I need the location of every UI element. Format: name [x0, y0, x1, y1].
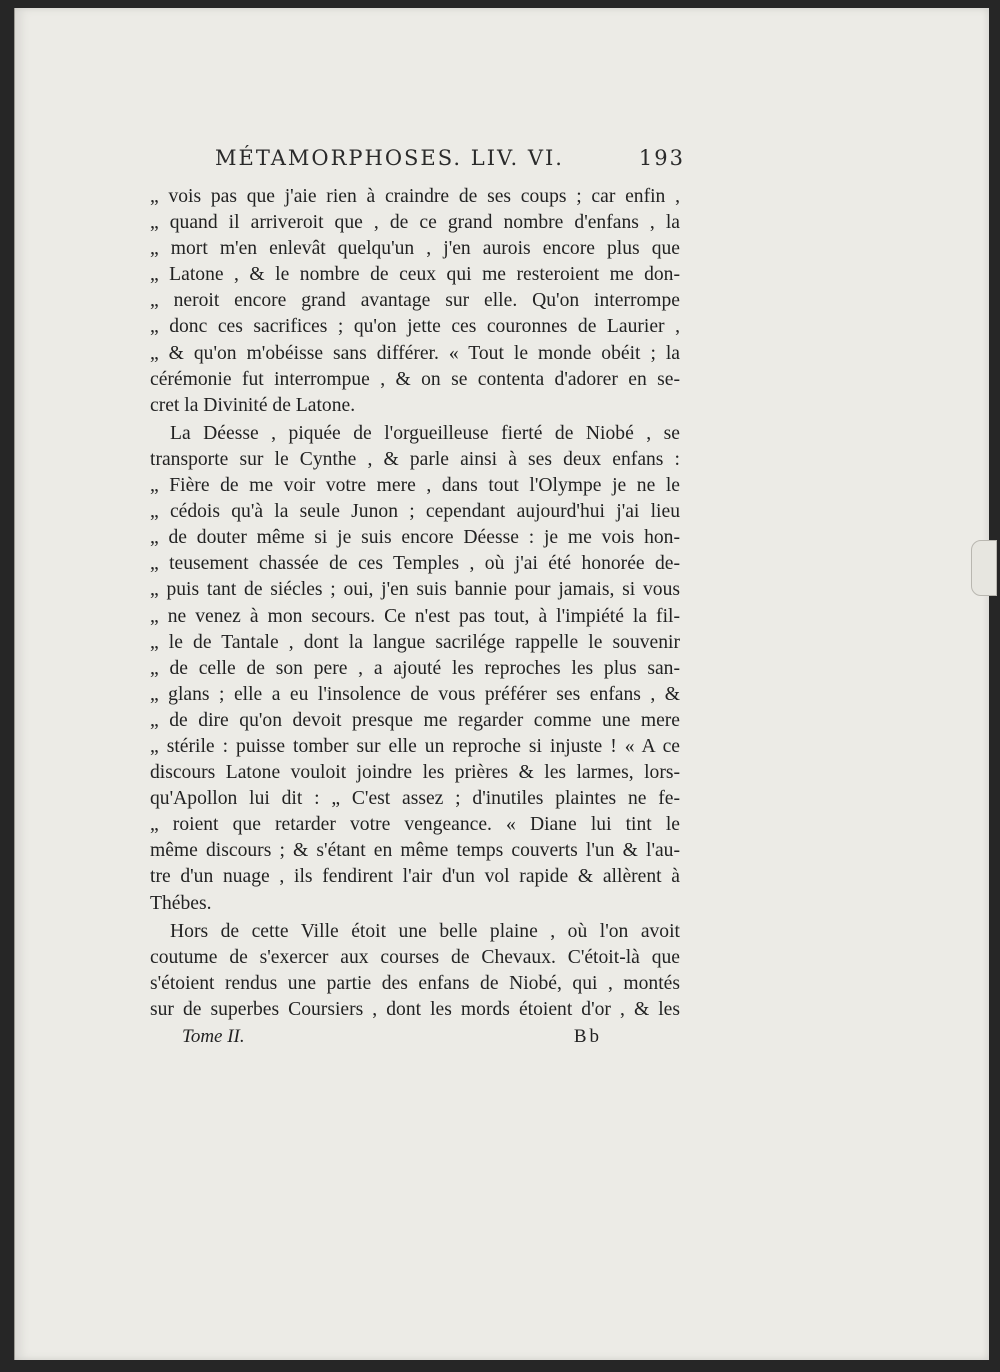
text-line: discours Latone vouloit joindre les prières & les larmes, lors-: [150, 762, 680, 784]
volume-label: Tome II.: [182, 1026, 245, 1047]
text-line: transporte sur le Cynthe , & parle ainsi à ses deux enfans :: [150, 448, 680, 470]
text-line: „ le de Tantale , dont la langue sacrilége rappelle le souvenir: [150, 631, 680, 653]
text-line: „ ne venez à mon secours. Ce n'est pas tout, à l'impiété la fil-: [150, 605, 680, 627]
paragraph-2: [150, 421, 680, 917]
text-line: „ donc ces sacrifices ; qu'on jette ces couronnes de Laurier ,: [150, 316, 680, 338]
text-line: tre d'un nuage , ils fendirent l'air d'un vol rapide & allèrent à: [150, 866, 680, 888]
text-line: sur de superbes Coursiers , dont les mords étoient d'or , & les: [150, 998, 680, 1020]
page-footer: [182, 1026, 602, 1048]
text-line: coutume de s'exercer aux courses de Chevaux. C'étoit-là que: [150, 946, 680, 968]
text-line: cret la Divinité de Latone.: [150, 394, 356, 416]
text-line: cérémonie fut interrompue , & on se contenta d'adorer en se-: [150, 368, 680, 390]
text-line: s'étoient rendus une partie des enfans de Niobé, qui , montés: [150, 972, 680, 994]
text-line: „ de douter même si je suis encore Déesse : je me vois hon-: [150, 527, 680, 549]
running-head: [215, 146, 685, 170]
page-number: 193: [638, 146, 685, 170]
text-line: „ de celle de son pere , a ajouté les reproches les plus san-: [150, 657, 680, 679]
text-line: La Déesse , piquée de l'orgueilleuse fierté de Niobé , se: [170, 422, 680, 444]
text-line: „ teusement chassée de ces Temples , où j'ai été honorée de-: [150, 553, 680, 575]
text-line: „ stérile : puisse tomber sur elle un reproche si injuste ! « A ce: [150, 735, 680, 757]
paragraph-3: [150, 919, 680, 1023]
text-line: „ Latone , & le nombre de ceux qui me resteroient me don-: [150, 264, 680, 286]
page-edge-tab: [971, 540, 997, 596]
body-text: [150, 184, 680, 1023]
text-line: „ de dire qu'on devoit presque me regarder comme une mere: [150, 709, 680, 731]
text-line: „ vois pas que j'aie rien à craindre de ses coups ; car enfin ,: [150, 186, 680, 207]
text-line: „ & qu'on m'obéisse sans différer. « Tout le monde obéit ; la: [150, 342, 680, 364]
paragraph-1: [150, 184, 680, 419]
text-line: „ mort m'en enlevât quelqu'un , j'en aurois encore plus que: [150, 238, 680, 260]
text-line: „ glans ; elle a eu l'insolence de vous préférer ses enfans , &: [150, 683, 680, 705]
running-title: MÉTAMORPHOSES. LIV. VI.: [215, 146, 564, 170]
text-line: „ quand il arriveroit que , de ce grand nombre d'enfans , la: [150, 212, 680, 234]
text-line: même discours ; & s'étant en même temps couverts l'un & l'au-: [150, 840, 680, 862]
text-line: Hors de cette Ville étoit une belle plaine , où l'on avoit: [170, 920, 680, 942]
text-line: „ roient que retarder votre vengeance. « Diane lui tint le: [150, 814, 680, 836]
text-line: „ neroit encore grand avantage sur elle. Qu'on interrompe: [150, 290, 680, 312]
text-line: „ cédois qu'à la seule Junon ; cependant aujourd'hui j'ai lieu: [150, 501, 680, 523]
text-line: Thébes.: [150, 892, 212, 914]
text-line: „ puis tant de siécles ; oui, j'en suis bannie pour jamais, si vous: [150, 579, 680, 601]
signature-mark: Bb: [573, 1026, 602, 1047]
text-line: „ Fière de me voir votre mere , dans tout l'Olympe je ne le: [150, 475, 680, 497]
text-line: qu'Apollon lui dit : „ C'est assez ; d'inutiles plaintes ne fe-: [150, 788, 680, 810]
